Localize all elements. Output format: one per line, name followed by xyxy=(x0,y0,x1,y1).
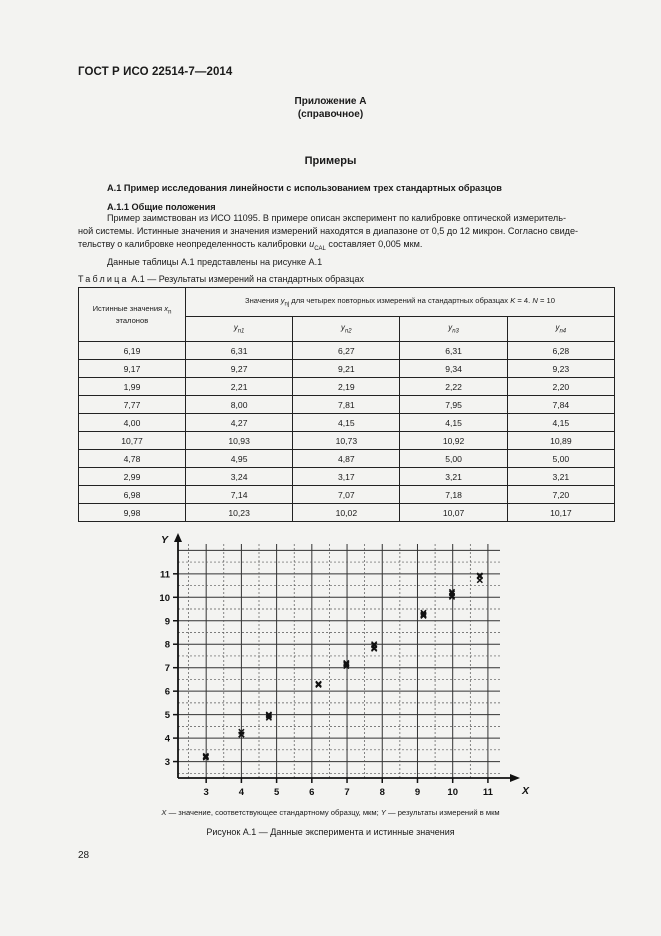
cell-measurement: 7,07 xyxy=(293,486,400,504)
header-text: Значения xyxy=(245,296,281,306)
figure-caption: Рисунок А.1 — Данные эксперимента и истинные значения xyxy=(206,827,455,837)
results-table xyxy=(78,287,615,522)
cell-true-value: 10,77 xyxy=(79,432,186,450)
cell-measurement: 3,21 xyxy=(507,468,614,486)
cell-measurement: 8,00 xyxy=(186,396,293,414)
x-tick-label: 8 xyxy=(379,787,385,798)
y-tick-label: 6 xyxy=(164,686,170,698)
table-caption-text: А.1 — Результаты измерений на стандартных образцах xyxy=(128,274,364,284)
cell-true-value: 4,00 xyxy=(79,414,186,432)
cell-measurement: 3,17 xyxy=(293,468,400,486)
table-row xyxy=(79,414,615,432)
cell-true-value: 6,19 xyxy=(79,342,186,360)
cell-measurement: 10,89 xyxy=(507,432,614,450)
section-title: Примеры xyxy=(304,155,357,167)
y-tick-label: 11 xyxy=(159,569,170,581)
table-row xyxy=(79,468,615,486)
cell-true-value: 1,99 xyxy=(79,378,186,396)
annex-subtitle: (справочное) xyxy=(297,109,364,120)
subsection-heading: А.1 Пример исследования линейности с использованием трех стандартных образцов xyxy=(107,183,502,193)
axis-legend-text: — результаты измерений в мкм xyxy=(385,808,500,817)
symbol-sub: nj xyxy=(284,301,290,308)
cell-measurement: 10,23 xyxy=(186,504,293,522)
cell-measurement: 4,27 xyxy=(186,414,293,432)
symbol-sub: n2 xyxy=(344,328,352,335)
cell-measurement: 10,07 xyxy=(400,504,507,522)
y-tick-label: 8 xyxy=(164,639,170,651)
cell-true-value: 9,98 xyxy=(79,504,186,522)
column-header-true-values xyxy=(79,288,186,342)
cell-measurement: 7,14 xyxy=(186,486,293,504)
cell-measurement: 10,93 xyxy=(186,432,293,450)
y-tick-label: 5 xyxy=(164,710,170,722)
annex-title: Приложение А xyxy=(294,96,367,107)
y-axis-arrow xyxy=(174,533,182,542)
symbol-sub: n3 xyxy=(452,328,459,335)
table-caption xyxy=(78,274,364,284)
x-tick-label: 7 xyxy=(344,787,350,798)
table-row xyxy=(79,378,615,396)
symbol-sub: n4 xyxy=(559,328,567,335)
symbol-n: N xyxy=(532,296,538,306)
cell-true-value: 2,99 xyxy=(79,468,186,486)
x-tick-label: 5 xyxy=(273,787,280,798)
header-text: для четырех повторных измерений на стандартных образцах xyxy=(289,296,511,306)
axis-legend-text: — значение, соответствующее стандартному образцу, мкм; xyxy=(166,808,381,817)
cell-measurement: 9,27 xyxy=(186,360,293,378)
table-row xyxy=(79,432,615,450)
table-row xyxy=(79,486,615,504)
cell-measurement: 2,20 xyxy=(507,378,614,396)
cell-measurement: 3,24 xyxy=(186,468,293,486)
cell-true-value: 7,77 xyxy=(79,396,186,414)
table-caption-prefix: Таблица xyxy=(78,274,129,284)
column-header-yn2 xyxy=(293,317,400,342)
table-row xyxy=(79,450,615,468)
cell-measurement: 4,15 xyxy=(400,414,507,432)
cell-true-value: 4,78 xyxy=(79,450,186,468)
cell-measurement: 3,21 xyxy=(400,468,507,486)
symbol-sub: n1 xyxy=(237,328,245,335)
cell-measurement: 4,87 xyxy=(293,450,400,468)
cell-true-value: 9,17 xyxy=(79,360,186,378)
y-axis-letter: Y xyxy=(160,534,168,546)
column-header-yn3 xyxy=(400,317,507,342)
y-tick-label: 3 xyxy=(164,757,170,769)
cell-measurement: 10,02 xyxy=(293,504,400,522)
cell-measurement: 9,34 xyxy=(400,360,507,378)
cell-measurement: 4,15 xyxy=(507,414,614,432)
cell-measurement: 7,81 xyxy=(293,396,400,414)
header-text: эталонов xyxy=(115,315,149,325)
symbol-u: u xyxy=(309,239,315,249)
cell-measurement: 4,95 xyxy=(186,450,293,468)
paragraph-line: Данные таблицы А.1 представлены на рисунке А.1 xyxy=(107,256,323,267)
cell-measurement: 9,21 xyxy=(293,360,400,378)
table-row xyxy=(79,504,615,522)
cell-true-value: 6,98 xyxy=(79,486,186,504)
column-header-yn4 xyxy=(507,317,614,342)
cell-measurement: 7,84 xyxy=(507,396,614,414)
symbol-k: K xyxy=(510,296,516,306)
symbol-y: y xyxy=(280,296,285,306)
header-text: = 10 xyxy=(537,296,555,306)
x-tick-label: 3 xyxy=(203,787,209,798)
symbol-x: X xyxy=(161,808,167,817)
x-axis-letter: X xyxy=(522,785,530,797)
clause-heading: А.1.1 Общие положения xyxy=(107,202,216,212)
cell-measurement: 7,20 xyxy=(507,486,614,504)
table-row xyxy=(79,396,615,414)
table-row xyxy=(79,360,615,378)
paragraph-line: Пример заимствован из ИСО 11095. В примере описан эксперимент по калибровке оптической измеритель- xyxy=(107,213,566,223)
table-body xyxy=(79,342,615,522)
column-header-yn1 xyxy=(186,317,293,342)
symbol-y: y xyxy=(555,323,560,333)
paragraph-line: ной системы. Истинные значения и значения измерений находятся в диапазоне от 0,5 до 12 микрон. Согласно свиде- xyxy=(78,226,579,236)
cell-measurement: 6,28 xyxy=(507,342,614,360)
x-tick-label: 10 xyxy=(447,787,458,798)
cell-measurement: 10,17 xyxy=(507,504,614,522)
y-tick-label: 4 xyxy=(164,733,170,745)
table-row xyxy=(79,342,615,360)
symbol-y: Y xyxy=(380,808,386,817)
page-number: 28 xyxy=(78,850,90,861)
cell-measurement: 10,73 xyxy=(293,432,400,450)
data-point xyxy=(316,682,321,687)
column-group-header xyxy=(186,288,615,317)
axis-legend xyxy=(0,808,661,817)
scatter-chart xyxy=(150,530,530,805)
symbol-sub: n xyxy=(168,309,172,316)
symbol-y: y xyxy=(448,323,453,333)
cell-measurement: 6,31 xyxy=(186,342,293,360)
x-tick-label: 4 xyxy=(238,787,245,798)
document-header: ГОСТ Р ИСО 22514-7—2014 xyxy=(78,66,233,78)
cell-measurement: 10,92 xyxy=(400,432,507,450)
cell-measurement: 9,23 xyxy=(507,360,614,378)
y-tick-label: 9 xyxy=(164,616,170,628)
cell-measurement: 7,18 xyxy=(400,486,507,504)
cell-measurement: 7,95 xyxy=(400,396,507,414)
paragraph-line xyxy=(78,238,618,256)
symbol-y: y xyxy=(233,323,238,333)
y-tick-label: 10 xyxy=(159,592,170,604)
cell-measurement: 2,22 xyxy=(400,378,507,396)
symbol-sub: CAL xyxy=(314,245,326,252)
x-axis-arrow xyxy=(510,774,520,782)
paragraph-text: составляет 0,005 мкм. xyxy=(325,239,423,249)
cell-measurement: 5,00 xyxy=(400,450,507,468)
body-paragraph xyxy=(78,212,618,269)
header-text: = 4. xyxy=(515,296,533,306)
x-tick-label: 9 xyxy=(414,787,421,798)
cell-measurement: 4,15 xyxy=(293,414,400,432)
symbol-x: x xyxy=(164,304,169,314)
cell-measurement: 6,27 xyxy=(293,342,400,360)
cell-measurement: 5,00 xyxy=(507,450,614,468)
paragraph-text: тельству о калибровке неопределенность калибровки xyxy=(78,239,310,249)
x-tick-label: 6 xyxy=(309,787,315,798)
y-tick-label: 7 xyxy=(164,663,170,675)
cell-measurement: 2,19 xyxy=(293,378,400,396)
cell-measurement: 2,21 xyxy=(186,378,293,396)
x-tick-label: 11 xyxy=(482,787,493,798)
cell-measurement: 6,31 xyxy=(400,342,507,360)
symbol-y: y xyxy=(341,323,345,333)
header-text: Истинные значения xyxy=(92,304,165,314)
